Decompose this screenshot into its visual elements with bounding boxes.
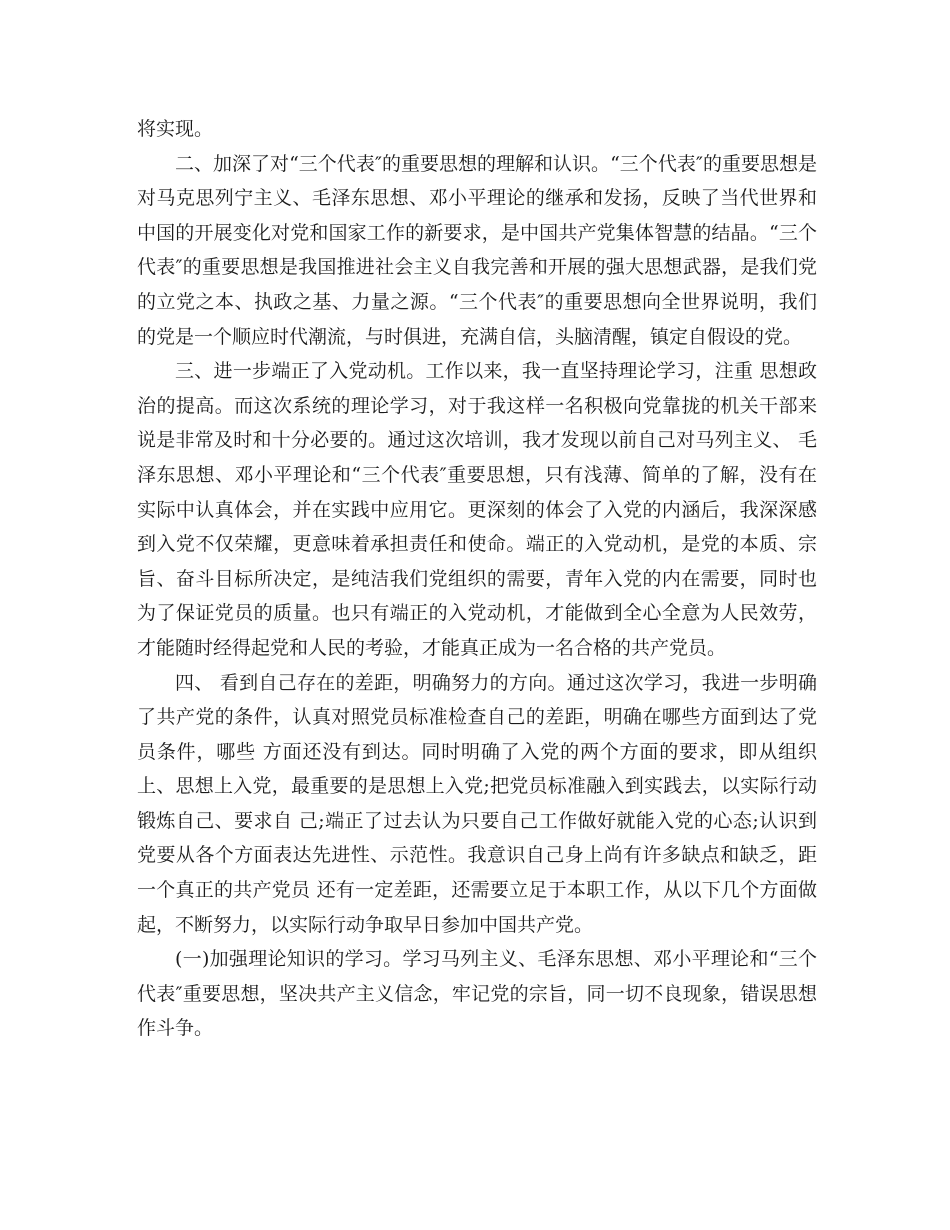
paragraph-section-two: 二、加深了对“三个代表″的重要思想的理解和认识。“三个代表″的重要思想是对马克思列宁主义、毛泽东思想、邓小平理论的继承和发扬，反映了当代世界和中国的开展变化对党和国家工作的新要求，是中国共产党集体智慧的结晶。“三个代表″的重要思想是我国推进社会主义自我完善和开展的强大思想武器，是我们党的立党之本、执政之基、力量之源。“三个代表″的重要思想向全世界说明，我们的党是一个顺应时代潮流，与时俱进，充满自信，头脑清醒，镇定自假设的党。: [137, 152, 817, 348]
paragraph-continuation: 将实现。: [137, 118, 214, 140]
document-body: [137, 112, 817, 1046]
paragraph-section-three: 三、进一步端正了入党动机。工作以来，我一直坚持理论学习，注重 思想政治的提高。而这次系统的理论学习，对于我这样一名积极向党靠拢的机关干部来说是非常及时和十分必要的。通过这次培训，我才发现以前自己对马列主义、 毛泽东思想、邓小平理论和“三个代表″重要思想，只有浅薄、简单的了解，没有在实际中认真体会，并在实践中应用它。更深刻的体会了入党的内涵后，我深深感 到入党不仅荣耀，更意味着承担责任和使命。端正的入党动机，是党的本质、宗旨、奋斗目标所决定，是纯洁我们党组织的需要，青年入党的内在需要，同时也为了保证党员的质量。也只有端正的入党动机，才能做到全心全意为人民效劳，才能随时经得起党和人民的考验，才能真正成为一名合格的共产党员。: [137, 360, 817, 659]
paragraph-item-one: (一)加强理论知识的学习。学习马列主义、毛泽东思想、邓小平理论和“三个代表″重要思想，坚决共产主义信念，牢记党的宗旨，同一切不良现象，错误思想作斗争。: [137, 948, 817, 1040]
paragraph-section-four: 四、 看到自己存在的差距，明确努力的方向。通过这次学习，我进一步明确了共产党的条件，认真对照党员标准检查自己的差距，明确在哪些方面到达了党员条件，哪些 方面还没有到达。同时明确了入党的两个方面的要求，即从组织上、思想上入党，最重要的是思想上入党;把党员标准融入到实践去，以实际行动锻炼自己、要求自 己;端正了过去认为只要自己工作做好就能入党的心态;认识到党要从各个方面表达先进性、示范性。我意识自己身上尚有许多缺点和缺乏，距一个真正的共产党员 还有一定差距，还需要立足于本职工作，从以下几个方面做起，不断努力，以实际行动争取早日参加中国共产党。: [137, 671, 817, 936]
